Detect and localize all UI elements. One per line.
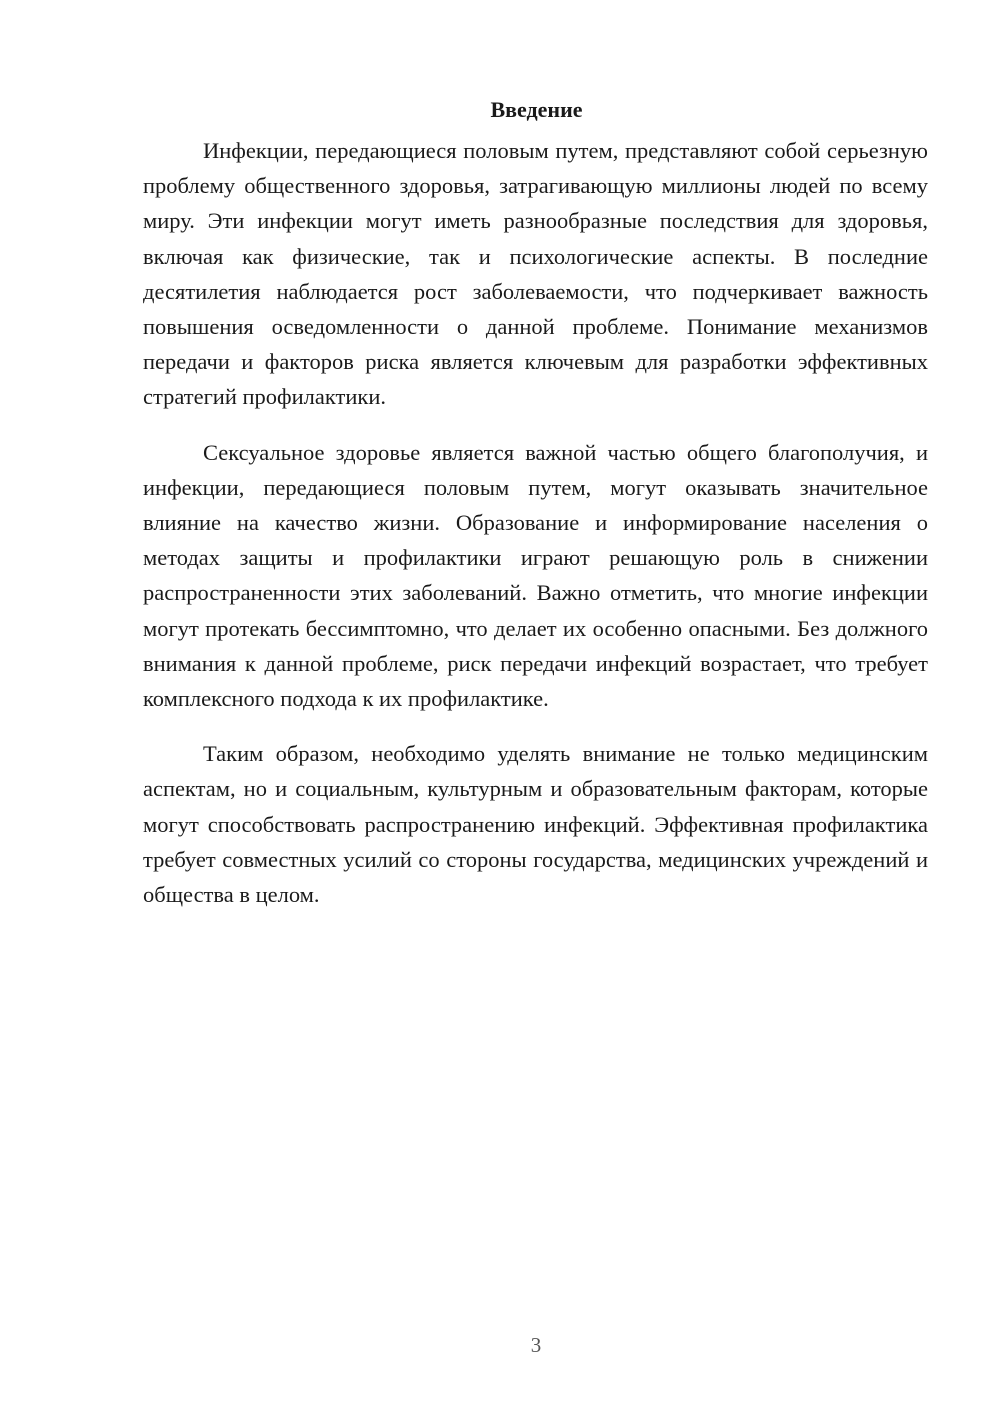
page-number: 3 (530, 1333, 542, 1357)
paragraph-1: Инфекции, передающиеся половым путем, представляют собой серьезную проблему общественного здоровья, затрагивающую миллионы людей по всему миру. Эти инфекции могут иметь разнообразные последствия для здоровья, включая как физические, так и психологические аспекты. В последние десятилетия наблюдается рост заболеваемости, что подчеркивает важность повышения осведомленности о данной проблеме. Понимание механизмов передачи и факторов риска является ключевым для разработки эффективных стратегий профилактики. (143, 138, 928, 410)
page-content (143, 92, 928, 932)
section-heading: Введение (490, 97, 583, 122)
paragraph-2: Сексуальное здоровье является важной частью общего благополучия, и инфекции, передающиеся половым путем, могут оказывать значительное влияние на качество жизни. Образование и информирование населения о методах защиты и профилактики играют решающую роль в снижении распространенности этих заболеваний. Важно отметить, что многие инфекции могут протекать бессимптомно, что делает их особенно опасными. Без должного внимания к данной проблеме, риск передачи инфекций возрастает, что требует комплексного подхода к их профилактике. (143, 439, 928, 712)
paragraph-3: Таким образом, необходимо уделять внимание не только медицинским аспектам, но и социальным, культурным и образовательным факторам, которые могут способствовать распространению инфекций. Эффективная профилактика требует совместных усилий со стороны государства, медицинских учреждений и общества в целом. (143, 741, 928, 908)
